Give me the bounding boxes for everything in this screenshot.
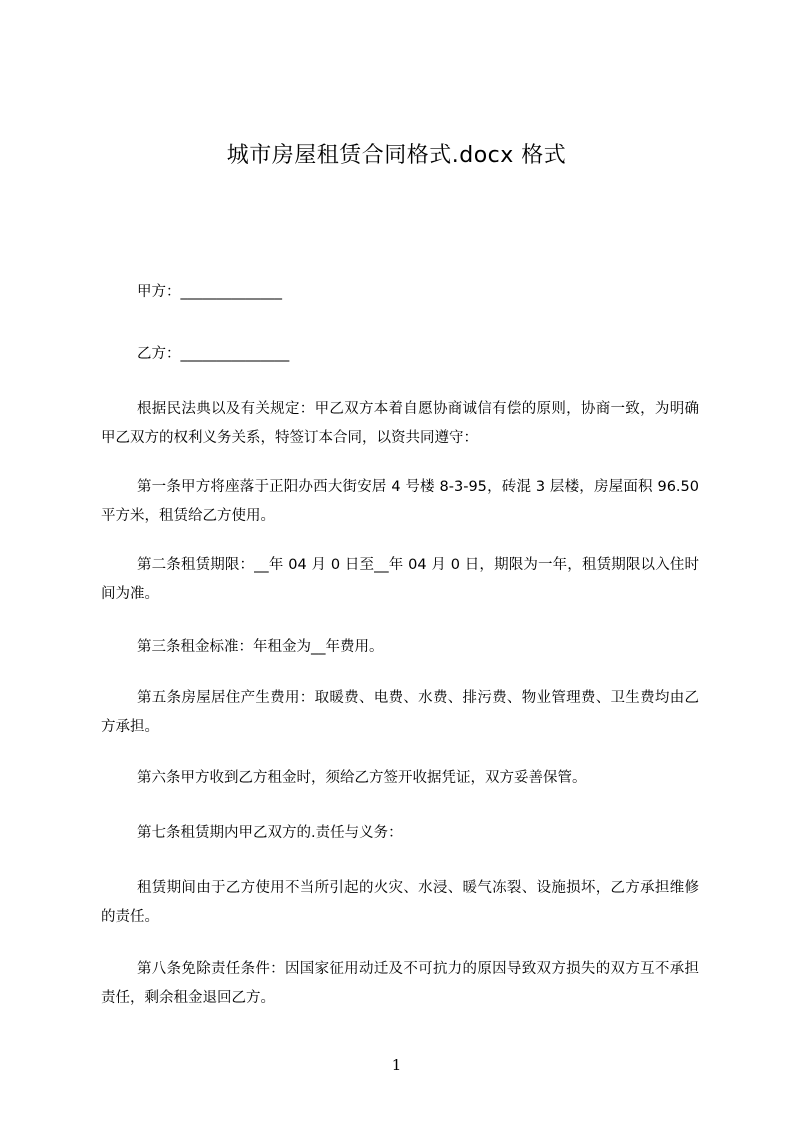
page-number: 1 — [391, 1056, 402, 1074]
article-7-paragraph: 第七条租赁期内甲乙双方的.责任与义务： — [137, 825, 403, 841]
article-6-paragraph: 第六条甲方收到乙方租金时，须给乙方签开收据凭证，双方妥善保管。 — [137, 770, 587, 786]
article-5-paragraph: 第五条房屋居住产生费用：取暖费、电费、水费、排污费、物业管理费、卫生费均由乙方承担。 — [101, 690, 699, 735]
party-b-line: 乙方：_______________ — [137, 346, 290, 362]
article-8-paragraph: 第八条免除责任条件：因国家征用动迁及不可抗力的原因导致双方损失的双方互不承担责任，剩余租金退回乙方。 — [101, 961, 699, 1006]
article-2-paragraph: 第二条租赁期限：__年 04 月 0 日至__年 04 月 0 日，期限为一年，租赁期限以入住时间为准。 — [101, 557, 699, 602]
article-1-paragraph: 第一条甲方将座落于正阳办西大街安居 4 号楼 8-3-95，砖混 3 层楼，房屋面积 96.50 平方米，租赁给乙方使用。 — [101, 479, 699, 524]
preamble-paragraph: 根据民法典以及有关规定：甲乙双方本着自愿协商诚信有偿的原则，协商一致，为明确甲乙双方的权利义务关系，特签订本合同，以资共同遵守： — [101, 401, 699, 446]
article-7-detail-paragraph: 租赁期间由于乙方使用不当所引起的火灾、水浸、暖气冻裂、设施损坏，乙方承担维修的责任。 — [101, 880, 699, 925]
document-title: 城市房屋租赁合同格式.docx 格式 — [226, 143, 567, 168]
article-3-paragraph: 第三条租金标准：年租金为__年费用。 — [137, 639, 384, 655]
party-a-line: 甲方：______________ — [137, 284, 282, 300]
